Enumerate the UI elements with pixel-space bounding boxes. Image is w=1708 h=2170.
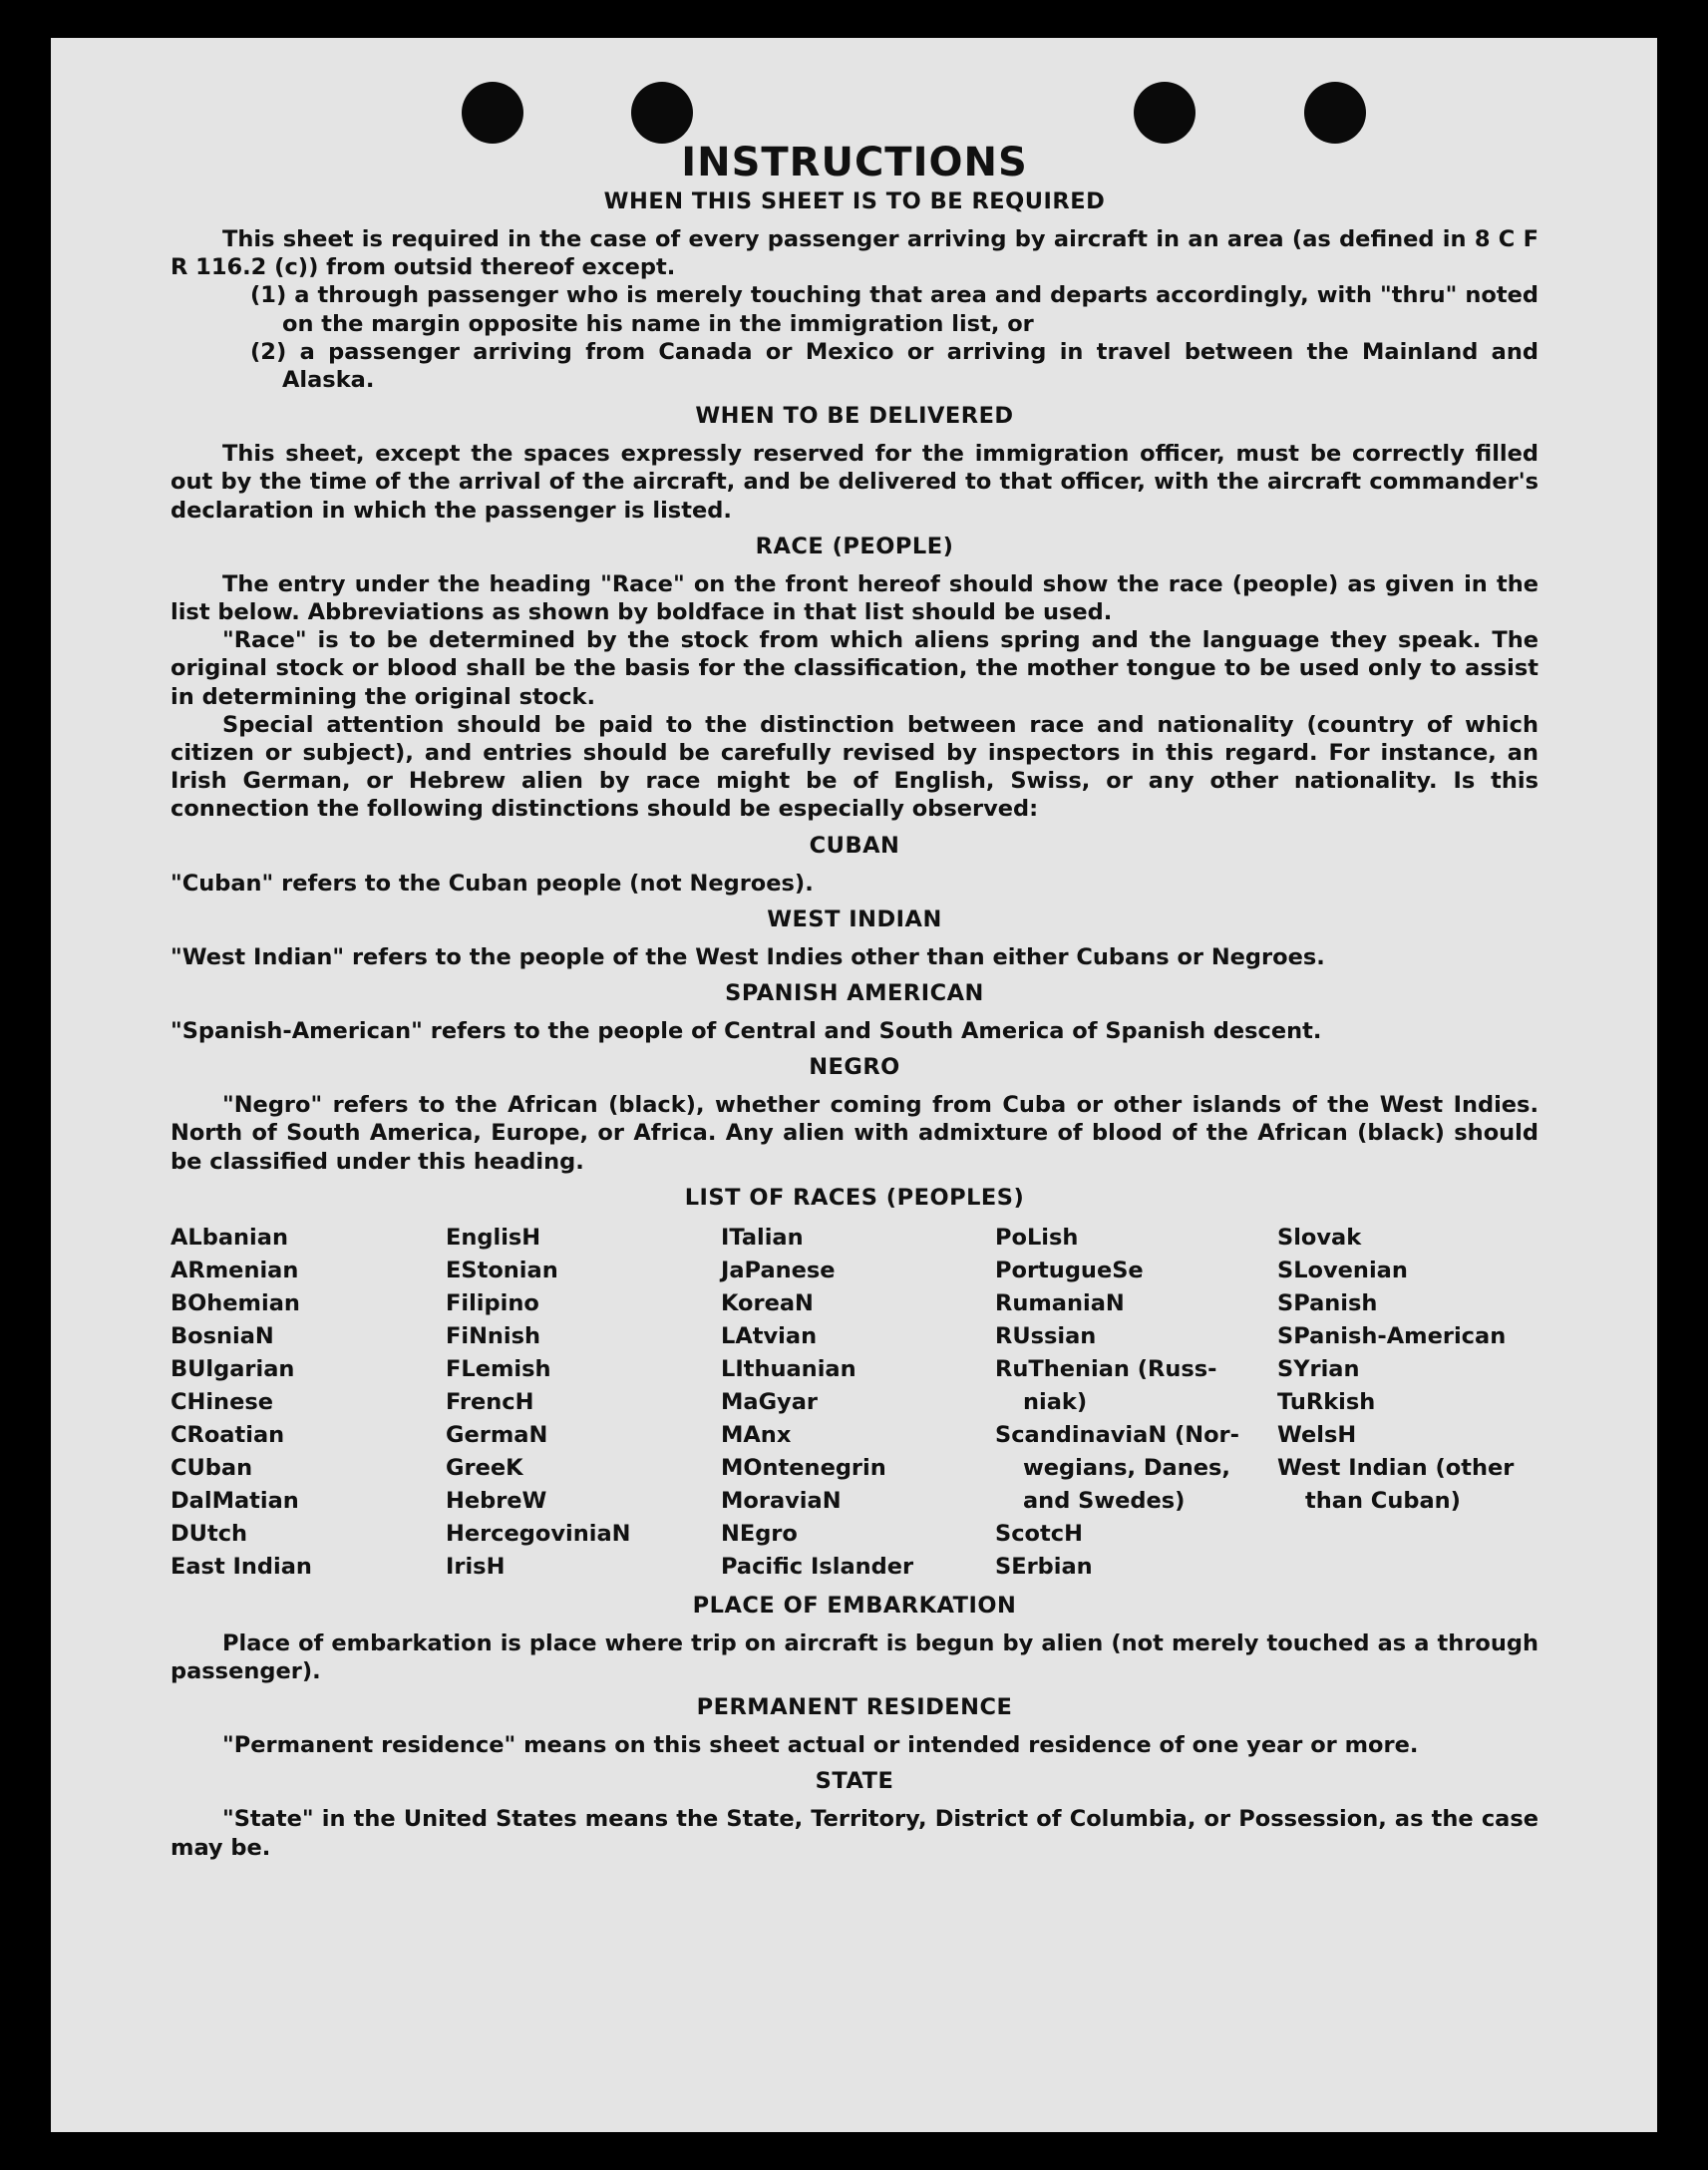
race-item: Slovak [1277, 1224, 1362, 1251]
cuban-text: "Cuban" refers to the Cuban people (not Negroes). [171, 870, 814, 897]
race-item: LIthuanian [721, 1355, 856, 1382]
heading-state: STATE [815, 1768, 894, 1795]
race-item: GermaN [446, 1421, 548, 1448]
race-item: JaPanese [721, 1257, 836, 1283]
heading-list-of-races: LIST OF RACES (PEOPLES) [684, 1184, 1025, 1211]
heading-embarkation: PLACE OF EMBARKATION [692, 1592, 1017, 1619]
race-item: DUtch [171, 1520, 248, 1547]
race-item: Filipino [446, 1289, 539, 1316]
race-column-2 [446, 1222, 721, 1584]
punch-hole [1304, 82, 1366, 144]
heading-permanent-residence: PERMANENT RESIDENCE [696, 1694, 1013, 1721]
race-item: BUlgarian [171, 1355, 295, 1382]
punch-hole [1134, 82, 1196, 144]
race-item: RuThenian (Russ- [995, 1355, 1217, 1382]
race-item: RumaniaN [995, 1289, 1125, 1316]
race-item: SLovenian [1277, 1257, 1408, 1283]
race-item: BosniaN [171, 1322, 274, 1349]
spanish-american-text: "Spanish-American" refers to the people of Central and South America of Spanish descent. [171, 1018, 1322, 1045]
race-paragraph-1: The entry under the heading "Race" on the front hereof should show the race (people) as given in the list below. Abbreviations as shown by boldface in that list should be used. [171, 570, 1538, 626]
race-item: MOntenegrin [721, 1454, 886, 1481]
state-text: "State" in the United States means the State, Territory, District of Columbia, or Possession, as the case may be. [171, 1806, 1538, 1861]
race-item: CRoatian [171, 1421, 285, 1448]
race-item-continuation: and Swedes) [1023, 1487, 1186, 1514]
race-item: FrencH [446, 1388, 534, 1415]
permanent-residence-text: "Permanent residence" means on this sheet actual or intended residence of one year or more. [222, 1732, 1419, 1759]
heading-negro: NEGRO [809, 1054, 900, 1081]
heading-cuban: CUBAN [809, 832, 900, 859]
race-column-5 [1277, 1222, 1538, 1584]
race-item: SErbian [995, 1553, 1093, 1580]
document-page [51, 38, 1657, 2132]
race-item: MAnx [721, 1421, 792, 1448]
race-item: PortugueSe [995, 1257, 1144, 1283]
west-indian-text: "West Indian" refers to the people of the West Indies other than either Cubans or Negroes. [171, 943, 1325, 970]
race-item: GreeK [446, 1454, 523, 1481]
instructions-content [171, 138, 1538, 1862]
race-item: PoLish [995, 1224, 1079, 1251]
embarkation-text: Place of embarkation is place where trip on aircraft is begun by alien (not merely touched as a through passenger). [171, 1629, 1538, 1685]
race-item: East Indian [171, 1553, 312, 1580]
race-item: DalMatian [171, 1487, 299, 1514]
race-column-4 [995, 1222, 1277, 1584]
race-item: EStonian [446, 1257, 558, 1283]
race-list [171, 1222, 1538, 1584]
race-item: ScotcH [995, 1520, 1083, 1547]
race-item: SYrian [1277, 1355, 1360, 1382]
race-item: WelsH [1277, 1421, 1357, 1448]
race-item-continuation: niak) [1023, 1388, 1088, 1415]
race-item: TuRkish [1277, 1388, 1376, 1415]
race-paragraph-3: Special attention should be paid to the distinction between race and nationality (country of which citizen or subject), and entries should be carefully revised by inspectors in this regard. For instance, an Irish German, or Hebrew alien by race might be of English, Swiss, or any other nationality. Is this connection the following distinctions should be especially observed: [171, 711, 1538, 823]
race-item: ARmenian [171, 1257, 299, 1283]
heading-delivered: WHEN TO BE DELIVERED [695, 403, 1014, 430]
race-item: IrisH [446, 1553, 506, 1580]
race-column-3 [721, 1222, 995, 1584]
page-title: INSTRUCTIONS [681, 140, 1028, 185]
race-item: FiNnish [446, 1322, 541, 1349]
heading-west-indian: WEST INDIAN [767, 905, 942, 932]
race-item: ITalian [721, 1224, 804, 1251]
race-item: RUssian [995, 1322, 1097, 1349]
heading-race: RACE (PEOPLE) [755, 533, 954, 559]
race-item: MaGyar [721, 1388, 818, 1415]
race-item: NEgro [721, 1520, 798, 1547]
race-item: West Indian (other [1277, 1454, 1515, 1481]
required-intro: This sheet is required in the case of every passenger arriving by aircraft in an area (as defined in 8 C F R 116.2 (c)) from outsid thereof except. [171, 226, 1538, 281]
race-item: KoreaN [721, 1289, 814, 1316]
race-column-1 [171, 1222, 446, 1584]
punch-hole [631, 82, 693, 144]
delivered-text: This sheet, except the spaces expressly reserved for the immigration officer, must be correctly filled out by the time of the arrival of the aircraft, and be delivered to that officer, with the aircraft commander's declaration in which the passenger is listed. [171, 441, 1538, 524]
race-item: LAtvian [721, 1322, 818, 1349]
race-item: ALbanian [171, 1224, 288, 1251]
race-item: CUban [171, 1454, 253, 1481]
race-paragraph-2: "Race" is to be determined by the stock from which aliens spring and the language they speak. The original stock or blood shall be the basis for the classification, the mother tongue to be used only to assist in determining the original stock. [171, 627, 1538, 710]
race-item: HercegoviniaN [446, 1520, 631, 1547]
race-item: FLemish [446, 1355, 551, 1382]
heading-required: WHEN THIS SHEET IS TO BE REQUIRED [603, 188, 1106, 214]
required-item-1: (1) a through passenger who is merely touching that area and departs accordingly, with "thru" noted on the margin opposite his name in the immigration list, or [250, 282, 1538, 337]
race-item: HebreW [446, 1487, 547, 1514]
race-item: MoraviaN [721, 1487, 842, 1514]
race-item: ScandinaviaN (Nor- [995, 1421, 1239, 1448]
race-item: BOhemian [171, 1289, 300, 1316]
heading-spanish-american: SPANISH AMERICAN [725, 980, 984, 1007]
race-item: SPanish [1277, 1289, 1378, 1316]
punch-hole [462, 82, 523, 144]
race-item: SPanish-American [1277, 1322, 1507, 1349]
race-item: EnglisH [446, 1224, 541, 1251]
race-item-continuation: wegians, Danes, [1023, 1454, 1230, 1481]
race-item: CHinese [171, 1388, 273, 1415]
negro-text: "Negro" refers to the African (black), whether coming from Cuba or other islands of the West Indies. North of South America, Europe, or Africa. Any alien with admixture of blood of the African (black) should be classified under this heading. [171, 1092, 1538, 1175]
race-item: Pacific Islander [721, 1553, 914, 1580]
required-item-2: (2) a passenger arriving from Canada or Mexico or arriving in travel between the Mainland and Alaska. [250, 338, 1538, 394]
race-item-continuation: than Cuban) [1305, 1487, 1461, 1514]
